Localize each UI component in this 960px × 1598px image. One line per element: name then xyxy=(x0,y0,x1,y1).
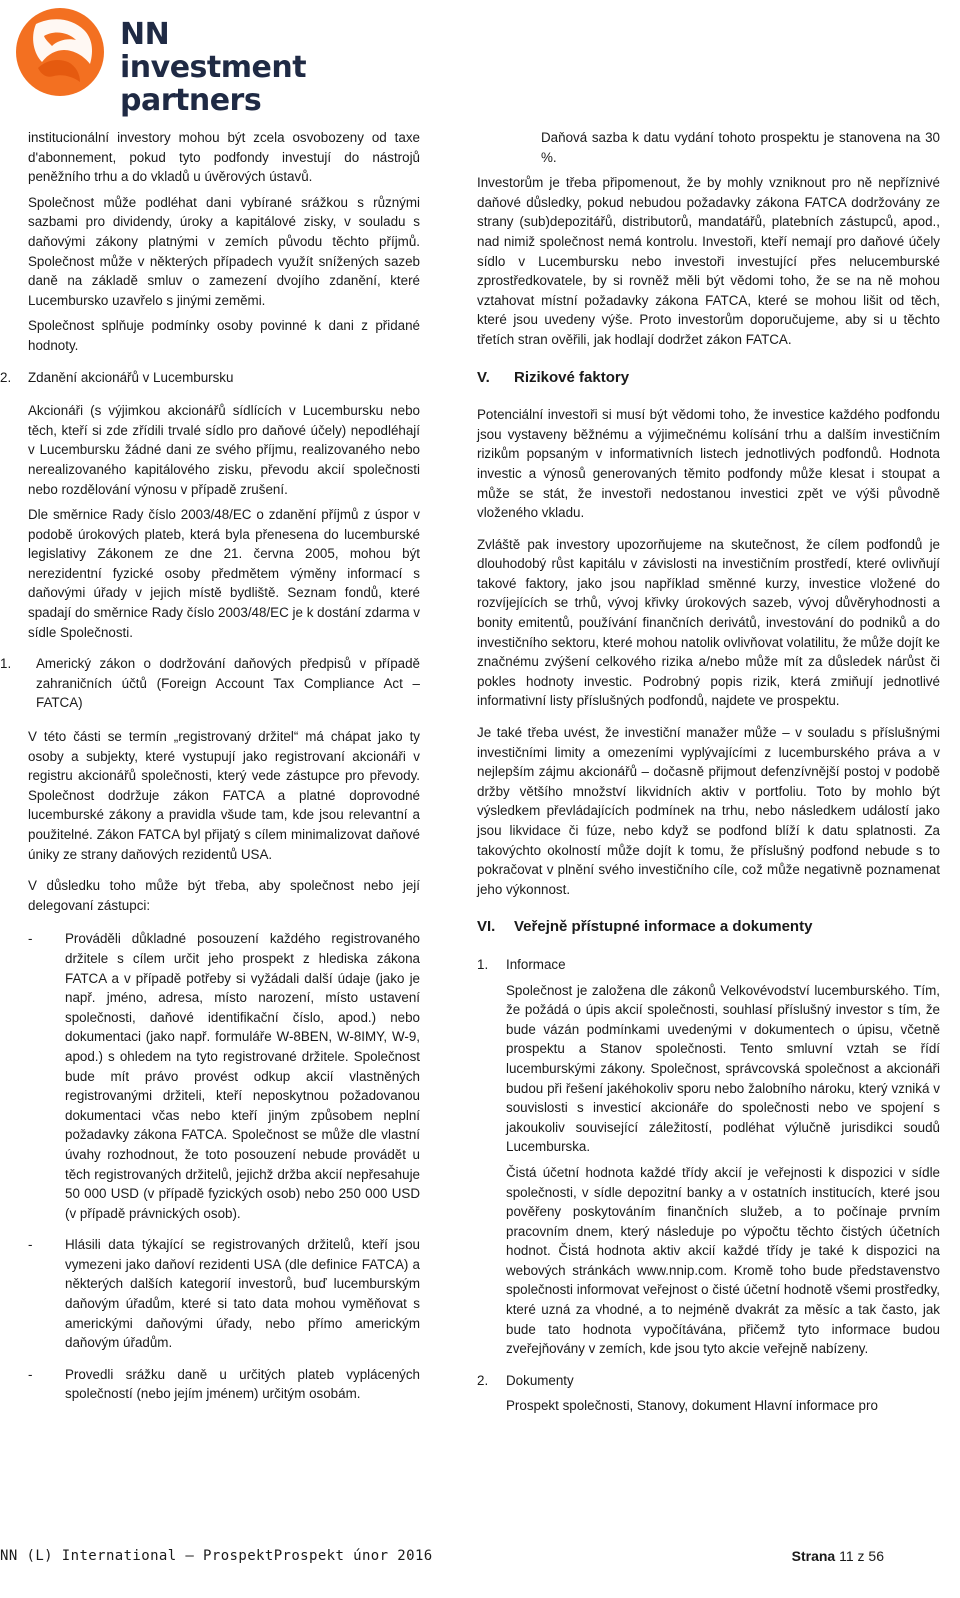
list-item-text: Prováděli důkladné posouzení každého registrovaného držitele s cílem určit jeho prospekt z hlediska zákona FATCA a v případě potřeby si vyžádali další údaje (jako je např. jméno, adresa, místo narození, místo ustavení společnosti, daňové identifikační číslo, apod.) nebo dokumentaci (jako např. formuláře W-8BEN, W-8IMY, W-9, apod.) s ohledem na tyto registrované držitele. Společnost bude mít právo provést odkup akcií vlastněných registrovanými držiteli, kteří neposkytnou požadovanou dokumentaci včas nebo kteří jiným způsobem neplní požadavky zákona FATCA. Společnost se může dle vlastní úvahy rozhodnout, že toto posouzení nebude provádět u těch registrovaných držitelů, jejichž držba akcií nepřesahuje 50 000 USD (v případě fyzických osob) nebo 250 000 USD (v případě právnických osob). xyxy=(65,931,420,1221)
page-separator: z xyxy=(857,1548,865,1564)
dash-bullet: - xyxy=(28,931,33,947)
paragraph: Potenciální investoři si musí být vědomi toho, že investice každého podfondu jsou vystaveny běžnému a výjimečnému kolísání trhu a dalším investičním rizikům popsaným v informativních listech jednotlivých podfondů. Hodnota investic a výnosů generovaných těmito podfondy může klesat i stoupat a může se stát, že investoři nedostanou investici zpět ve výši původně vloženého vkladu. xyxy=(477,407,940,521)
numbered-heading xyxy=(477,955,940,975)
item-title: Informace xyxy=(506,956,566,972)
paragraph: Dle směrnice Rady číslo 2003/48/EC o zdanění příjmů z úspor v podobě úrokových plateb, která byla přenesena do lucemburské legislativy Zákonem ze dne 21. června 2005, mohou být nerezidentní fyzické osoby předmětem výměny informací s daňovými úřady v jejich místě bydliště. Seznam fondů, které spadají do směrnice Rady číslo 2003/48/EC je k dostání zdarma v sídle Společnosti. xyxy=(28,507,420,640)
dash-bullet: - xyxy=(28,1237,33,1253)
paragraph: V důsledku toho může být třeba, aby společnost nebo její delegovaní zástupci: xyxy=(28,878,420,913)
list-item xyxy=(28,1365,420,1404)
right-column xyxy=(477,128,940,1422)
page-total: 56 xyxy=(868,1548,884,1564)
paragraph: V této části se termín „registrovaný držitel“ má chápat jako ty osoby a subjekty, které vystupují jako registrovaní akcionáři v registru akcionářů společnosti, který vede zástupce pro převody. Společnost dodržuje zákon FATCA a platné doprovodné lucemburské zákony a pravidla všude tam, kde jsou relevantní a použitelné. Zákon FATCA byl přijatý s cílem minimalizovat daňové úniky ze strany daňových rezidentů USA. xyxy=(28,729,420,862)
brand-name-line1: NN investment xyxy=(120,17,307,85)
footer-page-number xyxy=(792,1548,884,1564)
item-title: Americký zákon o dodržování daňových předpisů v případě zahraničních účtů (Foreign Account Tax Compliance Act – FATCA) xyxy=(36,656,420,711)
item-number: 1. xyxy=(477,956,489,972)
numbered-heading xyxy=(477,1371,940,1391)
paragraph: Daňová sazba k datu vydání tohoto prospektu je stanovena na 30 %. xyxy=(541,130,940,165)
brand-name xyxy=(120,18,354,117)
item-number: 1. xyxy=(0,656,12,672)
dash-bullet: - xyxy=(28,1366,33,1382)
section-heading xyxy=(477,368,940,388)
paragraph: Investorům je třeba připomenout, že by mohly vzniknout pro ně nepříznivé daňové důsledky, pokud nebudou požadavky zákona FATCA dodržovány ze strany (sub)depozitářů, distributorů, mandatářů, platebních zástupců, apod., nad nimiž společnost nemá kontrolu. Investoři, kteří nemají pro daňové účely sídlo v Lucembursku nebo investoři investující přes nelucemburské zprostředkovatele, by si rovněž měli být vědomi toho, že se na ně mohou vztahovat místní požadavky zákona FATCA, které se mohou lišit od těch, které jsou uvedeny výše. Proto investorům doporučujeme, aby si u těchto třetích stran ověřili, jak hodlají dodržet zákon FATCA. xyxy=(477,175,940,347)
item-title: Dokumenty xyxy=(506,1372,574,1388)
list-item-text: Provedli srážku daně u určitých plateb vyplácených společností (nebo jejím jménem) určitým osobám. xyxy=(65,1366,420,1402)
paragraph: institucionální investory mohou být zcela osvobozeny od taxe d'abonnement, pokud tyto podfondy investují do nástrojů peněžního trhu a do vkladů u úvěrových ústavů. xyxy=(28,130,420,185)
section-number: V. xyxy=(477,368,490,386)
paragraph: Zvláště pak investory upozorňujeme na skutečnost, že cílem podfondů je dlouhodobý růst kapitálu v závislosti na investičním prostředí, které ovlivňují takové faktory, jako jsou například směnné kurzy, investice vložené do rozvíjejících se trhů, vývoj křivky úrokových sazeb, vývoj důvěryhodnosti a bonity emitentů, používání finančních derivátů, investování do podniků a do investičního sektoru, které mohou natolik ovlivňovat volatilitu, že může dojít ke značnému zvýšení celkového rizika a/nebo může mít za důsledek nárůst či pokles hodnoty investic. Podrobný popis rizik, která zmiňují jednotlivé informativní listy příslušných podfondů, najdete ve prospektu. xyxy=(477,536,940,709)
item-title: Zdanění akcionářů v Lucembursku xyxy=(28,369,234,385)
nn-lion-logo-icon xyxy=(14,6,106,98)
item-number: 2. xyxy=(0,369,12,385)
list-item xyxy=(28,929,420,1223)
paragraph: Akcionáři (s výjimkou akcionářů sídlících v Lucembursku nebo těch, kteří si zde zřídili trvalé sídlo pro daňové účely) nepodléhají v Lucembursku žádné dani ze svého příjmu, realizovaného nebo nerealizovaného kapitálového zisku, převodu akcií společnosti nebo rozdělování výnosu v případě zrušení. xyxy=(28,403,420,497)
brand-logo xyxy=(14,6,354,118)
paragraph: Společnost splňuje podmínky osoby povinné k dani z přidané hodnoty. xyxy=(28,318,420,353)
numbered-heading xyxy=(0,368,420,388)
paragraph: Společnost může podléhat dani vybírané srážkou s různými sazbami pro dividendy, úroky a kapitálové zisky, v souladu s daňovými zákony platnými v zemích původu těchto příjmů. Společnost může v některých případech využít snížených sazeb daně na základě smluv o zamezení dvojího zdanění, které Lucembursko uzavřelo s jinými zeměmi. xyxy=(28,194,420,308)
section-title: Rizikové faktory xyxy=(514,368,630,386)
paragraph: Je také třeba uvést, že investiční manažer může – v souladu s příslušnými investičními limity a omezeními vyplývajícími z lucemburského práva a v nejlepším zájmu akcionářů – dočasně přijmout defenzívnější postoj v podobě držby většího množství likvidních aktiv v portfoliu. Toto by mohlo být výsledkem převládajících podmínek na trhu, nebo následkem událostí jako jsou likvidace či fúze, nebo když se podfond blíží k datu splatnosti. Za takovýchto okolností může dojít k tomu, že příslušný podfond nebude s to pokračovat v plnění svého investičního cíle, což může negativně poznamenat jeho výkonnost. xyxy=(477,725,940,897)
section-title: Veřejně přístupné informace a dokumenty xyxy=(514,918,813,936)
numbered-heading xyxy=(0,654,420,713)
section-number: VI. xyxy=(477,918,496,936)
item-number: 2. xyxy=(477,1372,489,1388)
page-current: 11 xyxy=(839,1548,854,1564)
brand-name-line2: partners xyxy=(120,83,262,118)
list-item xyxy=(28,1235,420,1353)
footer-document-title: NN (L) International – ProspektProspekt únor 2016 xyxy=(0,1548,433,1564)
paragraph: Společnost je založena dle zákonů Velkovévodství lucemburského. Tím, že požádá o úpis akcií společnosti, souhlasí příslušný investor s tím, že bude vázán podmínkami uvedenými v dokumentech o úpisu, včetně prospektu a Stanov společnosti. Tento smluvní vztah se řídí lucemburskými zákony. Společnost, správcovská společnost a akcionáři budou při řešení jakéhokoliv sporu nebo žalobního nároku, který vzniká v souvislosti s investicí akcionáře do společnosti nebo ve spojení s jakoukoliv související záležitostí, podléhat výlučně jurisdikci soudů Lucemburska. xyxy=(506,982,940,1155)
paragraph: Čistá účetní hodnota každé třídy akcií je veřejnosti k dispozici v sídle společnosti, v sídle depozitní banky a v ostatních institucích, které jsou pověřeny poskytováním finančních služeb, a to počínaje prvním pracovním dnem, který následuje po výpočtu těchto čistých účetních hodnot. Čistá hodnota aktiv akcií každé třídy je také k dispozici na webových stránkách www.nnip.com. Kromě toho bude představenstvo společnosti informovat veřejnost o čisté účetní hodnotě všemi prostředky, které uzná za vhodné, a to nejméně dvakrát za měsíc a tak často, jak bude tato hodnota vypočítávána, přičemž tyto informace budou zveřejňovány v zemích, kde jsou tyto akcie veřejně nabízeny. xyxy=(506,1164,940,1357)
paragraph: Prospekt společnosti, Stanovy, dokument Hlavní informace pro xyxy=(506,1398,878,1414)
left-column xyxy=(0,128,420,1416)
section-heading xyxy=(477,917,940,937)
page-label: Strana xyxy=(791,1548,836,1564)
list-item-text: Hlásili data týkající se registrovaných držitelů, kteří jsou vymezeni jako daňoví rezidenti USA (dle definice FATCA) a některých dalších kategorií investorů, buď lucemburským daňovým úřadům, které si tato data mohou vyměňovat s americkými daňovými úřady, nebo přímo americkým daňovým úřadům. xyxy=(65,1237,420,1351)
